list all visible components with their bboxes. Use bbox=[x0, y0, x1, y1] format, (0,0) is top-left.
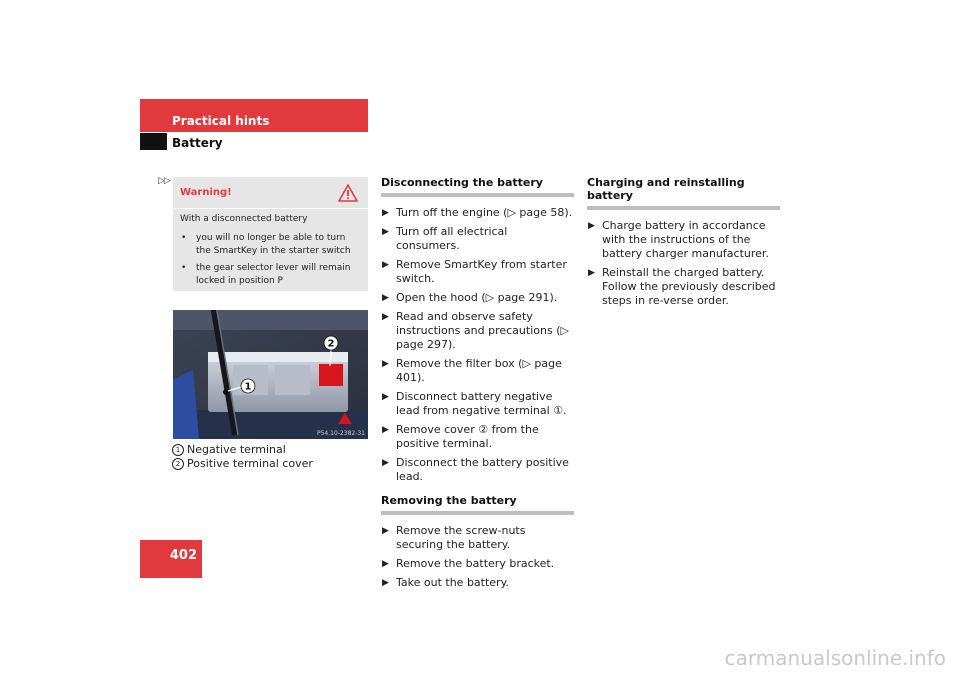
section-heading: Removing the battery bbox=[381, 494, 517, 507]
subsection-marker bbox=[140, 133, 167, 150]
section-rule bbox=[381, 193, 574, 197]
step-item bbox=[381, 390, 574, 418]
step-item bbox=[381, 258, 574, 286]
step-text: Charge battery in accordance with the instructions of the battery charger manufacturer. bbox=[602, 219, 769, 260]
step-arrow-icon: ▶ bbox=[382, 227, 389, 237]
legend-number: 1 bbox=[172, 444, 184, 456]
step-text: Disconnect the battery positive lead. bbox=[396, 456, 569, 483]
step-arrow-icon: ▶ bbox=[382, 458, 389, 468]
step-item bbox=[381, 576, 574, 590]
step-arrow-icon: ▶ bbox=[382, 578, 389, 588]
step-item bbox=[381, 423, 574, 451]
disconnecting-section bbox=[381, 176, 574, 595]
step-arrow-icon: ▶ bbox=[382, 526, 389, 536]
warning-item: • the gear selector lever will remain locked in position P bbox=[180, 262, 362, 288]
warning-item: • you will no longer be able to turn the SmartKey in the starter switch bbox=[180, 232, 362, 258]
step-item bbox=[381, 357, 574, 385]
step-text: Turn off all electrical consumers. bbox=[396, 225, 508, 252]
step-arrow-icon: ▶ bbox=[382, 293, 389, 303]
step-text: Remove the filter box (▷ page 401). bbox=[396, 357, 562, 384]
legend-text: Negative terminal bbox=[187, 443, 286, 456]
step-item bbox=[587, 266, 780, 308]
section-rule bbox=[381, 511, 574, 515]
step-text: Remove cover ② from the positive terminal. bbox=[396, 423, 539, 450]
step-item bbox=[587, 219, 780, 261]
section-title: Practical hints bbox=[172, 114, 270, 128]
legend-item bbox=[172, 457, 313, 471]
page-number-box bbox=[140, 540, 202, 578]
page-number: 402 bbox=[169, 548, 197, 563]
photo-callout-1: 1 bbox=[244, 381, 252, 393]
legend-number: 2 bbox=[172, 458, 184, 470]
step-arrow-icon: ▶ bbox=[588, 268, 595, 278]
warning-divider bbox=[173, 208, 368, 209]
step-text: Reinstall the charged battery. Follow the previously described steps in re-verse order. bbox=[602, 266, 776, 307]
step-arrow-icon: ▶ bbox=[382, 312, 389, 322]
step-arrow-icon: ▶ bbox=[382, 425, 389, 435]
step-item bbox=[381, 310, 574, 352]
warning-intro: With a disconnected battery bbox=[180, 214, 308, 224]
section-heading: Charging and reinstalling battery bbox=[587, 176, 745, 202]
step-text: Disconnect battery negative lead from negative terminal ①. bbox=[396, 390, 567, 417]
step-arrow-icon: ▶ bbox=[382, 359, 389, 369]
step-text: Remove the battery bracket. bbox=[396, 557, 555, 570]
charging-section bbox=[587, 176, 780, 313]
continued-marker: ▷▷ bbox=[158, 176, 170, 186]
step-arrow-icon: ▶ bbox=[382, 559, 389, 569]
section-rule bbox=[587, 206, 780, 210]
warning-title: Warning! bbox=[180, 187, 232, 198]
step-text: Turn off the engine (▷ page 58). bbox=[396, 206, 573, 219]
step-item bbox=[381, 557, 574, 571]
warning-box bbox=[173, 177, 368, 291]
legend-text: Positive terminal cover bbox=[187, 457, 313, 470]
step-list bbox=[587, 219, 780, 308]
legend-item bbox=[172, 443, 313, 457]
step-list bbox=[381, 206, 574, 484]
figure-code: P54.10-2382-31 bbox=[316, 430, 365, 437]
step-arrow-icon: ▶ bbox=[382, 392, 389, 402]
step-list bbox=[381, 524, 574, 590]
step-text: Remove the screw-nuts securing the battery. bbox=[396, 524, 526, 551]
step-arrow-icon: ▶ bbox=[588, 221, 595, 231]
subsection-title: Battery bbox=[172, 136, 223, 150]
watermark: carmanualsonline.info bbox=[724, 646, 946, 670]
step-item bbox=[381, 291, 574, 305]
step-text: Open the hood (▷ page 291). bbox=[396, 291, 558, 304]
warning-list bbox=[180, 232, 362, 292]
step-item bbox=[381, 206, 574, 220]
step-arrow-icon: ▶ bbox=[382, 260, 389, 270]
step-item bbox=[381, 524, 574, 552]
step-text: Read and observe safety instructions and precautions (▷ page 297). bbox=[396, 310, 569, 351]
photo-callout-2: 2 bbox=[327, 338, 335, 350]
battery-photo bbox=[173, 310, 368, 439]
step-text: Remove SmartKey from starter switch. bbox=[396, 258, 567, 285]
step-text: Take out the battery. bbox=[396, 576, 510, 589]
figure-legend bbox=[172, 443, 313, 471]
step-item bbox=[381, 456, 574, 484]
step-arrow-icon: ▶ bbox=[382, 208, 389, 218]
section-heading: Disconnecting the battery bbox=[381, 176, 543, 189]
warning-triangle-icon bbox=[338, 184, 358, 202]
step-item bbox=[381, 225, 574, 253]
